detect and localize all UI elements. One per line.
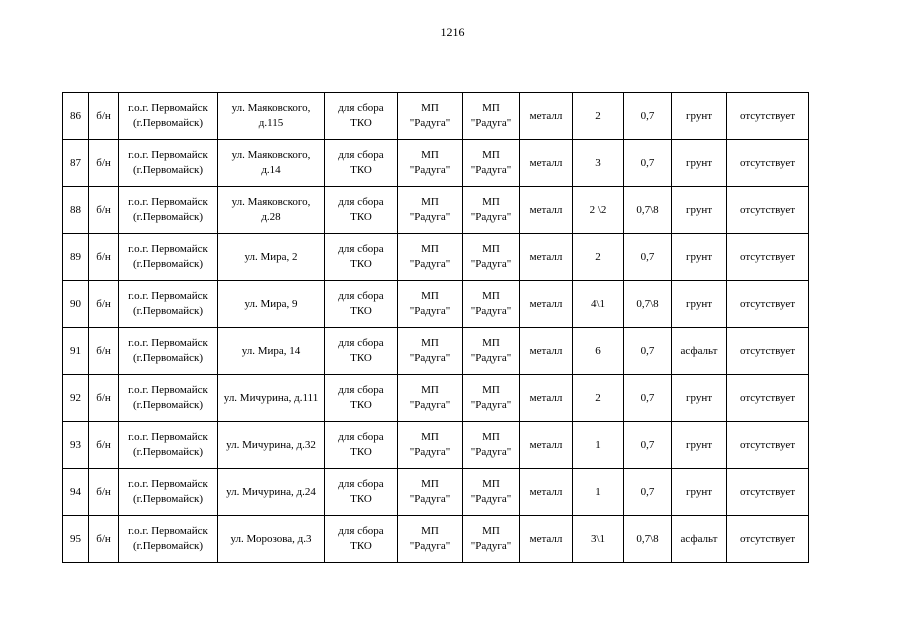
address-cell	[218, 234, 325, 281]
address-cell-line: ул. Мира, 14	[241, 344, 301, 357]
container-volume-cell: 0,7	[624, 375, 672, 422]
fence-cell: отсутствует	[727, 516, 809, 563]
address-cell	[218, 516, 325, 563]
owner-cell	[398, 93, 463, 140]
container-count-cell: 4\1	[573, 281, 624, 328]
municipality-cell	[119, 281, 218, 328]
code-cell: б/н	[89, 422, 119, 469]
owner-cell-line: МП	[421, 337, 439, 349]
material-cell: металл	[520, 375, 573, 422]
operator-cell	[463, 422, 520, 469]
operator-cell-line: "Радуга"	[470, 117, 512, 129]
municipality-cell-line: (г.Первомайск)	[133, 446, 203, 458]
owner-cell	[398, 516, 463, 563]
operator-cell-line: МП	[482, 478, 500, 490]
operator-cell-line: МП	[482, 384, 500, 396]
owner-cell-line: МП	[421, 102, 439, 114]
purpose-cell-line: для сбора	[338, 431, 384, 443]
owner-cell	[398, 234, 463, 281]
table-row	[63, 422, 809, 469]
container-volume-cell: 0,7	[624, 234, 672, 281]
container-volume-cell: 0,7\8	[624, 187, 672, 234]
purpose-cell-line: для сбора	[338, 290, 384, 302]
municipality-cell	[119, 375, 218, 422]
code-cell: б/н	[89, 234, 119, 281]
address-cell-line: д.28	[261, 211, 281, 223]
container-count-cell: 2	[573, 234, 624, 281]
municipality-cell-line: г.о.г. Первомайск	[128, 290, 208, 302]
municipality-cell	[119, 93, 218, 140]
table-row	[63, 281, 809, 328]
address-cell-line: ул. Мира, 2	[244, 250, 298, 263]
purpose-cell-line: ТКО	[350, 117, 372, 129]
waste-sites-table	[62, 92, 809, 563]
material-cell: металл	[520, 281, 573, 328]
municipality-cell-line: (г.Первомайск)	[133, 352, 203, 364]
row-number-cell: 93	[63, 422, 89, 469]
owner-cell	[398, 328, 463, 375]
page-number: 1216	[440, 25, 465, 39]
municipality-cell-line: г.о.г. Первомайск	[128, 243, 208, 255]
container-volume-cell: 0,7	[624, 93, 672, 140]
operator-cell-line: "Радуга"	[470, 352, 512, 364]
material-cell: металл	[520, 93, 573, 140]
row-number-cell: 89	[63, 234, 89, 281]
owner-cell-line: "Радуга"	[409, 305, 451, 317]
owner-cell-line: "Радуга"	[409, 446, 451, 458]
operator-cell	[463, 234, 520, 281]
fence-cell: отсутствует	[727, 375, 809, 422]
code-cell: б/н	[89, 516, 119, 563]
fence-cell: отсутствует	[727, 422, 809, 469]
municipality-cell-line: (г.Первомайск)	[133, 211, 203, 223]
table-row	[63, 234, 809, 281]
operator-cell-line: МП	[482, 525, 500, 537]
purpose-cell-line: ТКО	[350, 305, 372, 317]
address-cell-line: ул. Морозова, д.3	[230, 532, 312, 545]
owner-cell-line: МП	[421, 290, 439, 302]
row-number-cell: 90	[63, 281, 89, 328]
operator-cell	[463, 516, 520, 563]
address-cell-line: ул. Мичурина, д.111	[223, 391, 319, 404]
municipality-cell-line: г.о.г. Первомайск	[128, 478, 208, 490]
municipality-cell-line: (г.Первомайск)	[133, 493, 203, 505]
container-count-cell: 3\1	[573, 516, 624, 563]
table-row	[63, 328, 809, 375]
purpose-cell	[325, 140, 398, 187]
operator-cell-line: МП	[482, 290, 500, 302]
owner-cell-line: "Радуга"	[409, 258, 451, 270]
code-cell: б/н	[89, 469, 119, 516]
operator-cell-line: "Радуга"	[470, 446, 512, 458]
purpose-cell	[325, 469, 398, 516]
municipality-cell	[119, 469, 218, 516]
surface-cell: грунт	[672, 422, 727, 469]
fence-cell: отсутствует	[727, 328, 809, 375]
operator-cell	[463, 93, 520, 140]
code-cell: б/н	[89, 187, 119, 234]
code-cell: б/н	[89, 93, 119, 140]
owner-cell	[398, 187, 463, 234]
code-cell: б/н	[89, 281, 119, 328]
row-number-cell: 95	[63, 516, 89, 563]
purpose-cell-line: для сбора	[338, 196, 384, 208]
operator-cell	[463, 187, 520, 234]
surface-cell: асфальт	[672, 516, 727, 563]
municipality-cell-line: г.о.г. Первомайск	[128, 384, 208, 396]
container-count-cell: 2	[573, 93, 624, 140]
purpose-cell	[325, 234, 398, 281]
purpose-cell	[325, 93, 398, 140]
owner-cell-line: "Радуга"	[409, 164, 451, 176]
address-cell	[218, 93, 325, 140]
municipality-cell-line: г.о.г. Первомайск	[128, 337, 208, 349]
municipality-cell	[119, 140, 218, 187]
address-cell-line: ул. Маяковского,	[231, 102, 311, 114]
owner-cell-line: МП	[421, 431, 439, 443]
material-cell: металл	[520, 187, 573, 234]
table-row	[63, 516, 809, 563]
container-count-cell: 6	[573, 328, 624, 375]
surface-cell: грунт	[672, 93, 727, 140]
operator-cell-line: "Радуга"	[470, 399, 512, 411]
municipality-cell-line: (г.Первомайск)	[133, 258, 203, 270]
municipality-cell-line: г.о.г. Первомайск	[128, 102, 208, 114]
purpose-cell-line: для сбора	[338, 478, 384, 490]
address-cell-line: ул. Маяковского,	[231, 149, 311, 161]
row-number-cell: 92	[63, 375, 89, 422]
purpose-cell-line: ТКО	[350, 493, 372, 505]
address-cell	[218, 422, 325, 469]
owner-cell-line: МП	[421, 384, 439, 396]
material-cell: металл	[520, 422, 573, 469]
surface-cell: грунт	[672, 140, 727, 187]
owner-cell	[398, 422, 463, 469]
material-cell: металл	[520, 140, 573, 187]
municipality-cell-line: г.о.г. Первомайск	[128, 525, 208, 537]
container-volume-cell: 0,7\8	[624, 281, 672, 328]
municipality-cell-line: (г.Первомайск)	[133, 540, 203, 552]
purpose-cell	[325, 422, 398, 469]
material-cell: металл	[520, 234, 573, 281]
row-number-cell: 87	[63, 140, 89, 187]
purpose-cell-line: для сбора	[338, 102, 384, 114]
operator-cell-line: "Радуга"	[470, 211, 512, 223]
address-cell-line: д.14	[261, 164, 281, 176]
fence-cell: отсутствует	[727, 187, 809, 234]
owner-cell	[398, 281, 463, 328]
container-volume-cell: 0,7	[624, 328, 672, 375]
row-number-cell: 94	[63, 469, 89, 516]
fence-cell: отсутствует	[727, 140, 809, 187]
operator-cell-line: МП	[482, 196, 500, 208]
owner-cell-line: "Радуга"	[409, 493, 451, 505]
container-count-cell: 2	[573, 375, 624, 422]
purpose-cell-line: ТКО	[350, 540, 372, 552]
container-count-cell: 1	[573, 422, 624, 469]
purpose-cell-line: для сбора	[338, 525, 384, 537]
row-number-cell: 86	[63, 93, 89, 140]
surface-cell: грунт	[672, 187, 727, 234]
surface-cell: асфальт	[672, 328, 727, 375]
owner-cell-line: "Радуга"	[409, 352, 451, 364]
purpose-cell-line: ТКО	[350, 399, 372, 411]
container-volume-cell: 0,7	[624, 140, 672, 187]
code-cell: б/н	[89, 328, 119, 375]
fence-cell: отсутствует	[727, 93, 809, 140]
table-body	[63, 93, 809, 563]
municipality-cell-line: г.о.г. Первомайск	[128, 196, 208, 208]
purpose-cell	[325, 281, 398, 328]
municipality-cell	[119, 422, 218, 469]
purpose-cell-line: ТКО	[350, 211, 372, 223]
fence-cell: отсутствует	[727, 234, 809, 281]
purpose-cell-line: ТКО	[350, 352, 372, 364]
operator-cell	[463, 281, 520, 328]
table-row	[63, 187, 809, 234]
address-cell	[218, 375, 325, 422]
owner-cell	[398, 469, 463, 516]
surface-cell: грунт	[672, 375, 727, 422]
table-row	[63, 375, 809, 422]
container-volume-cell: 0,7	[624, 422, 672, 469]
address-cell	[218, 140, 325, 187]
purpose-cell	[325, 375, 398, 422]
purpose-cell	[325, 328, 398, 375]
purpose-cell-line: ТКО	[350, 446, 372, 458]
fence-cell: отсутствует	[727, 281, 809, 328]
address-cell	[218, 187, 325, 234]
table-row	[63, 93, 809, 140]
purpose-cell-line: для сбора	[338, 384, 384, 396]
municipality-cell	[119, 328, 218, 375]
owner-cell-line: "Радуга"	[409, 211, 451, 223]
operator-cell	[463, 375, 520, 422]
purpose-cell-line: ТКО	[350, 258, 372, 270]
operator-cell-line: "Радуга"	[470, 164, 512, 176]
operator-cell	[463, 328, 520, 375]
address-cell	[218, 281, 325, 328]
surface-cell: грунт	[672, 281, 727, 328]
purpose-cell-line: для сбора	[338, 243, 384, 255]
address-cell	[218, 469, 325, 516]
municipality-cell-line: (г.Первомайск)	[133, 117, 203, 129]
owner-cell-line: "Радуга"	[409, 117, 451, 129]
code-cell: б/н	[89, 140, 119, 187]
operator-cell-line: "Радуга"	[470, 305, 512, 317]
purpose-cell	[325, 516, 398, 563]
operator-cell-line: МП	[482, 431, 500, 443]
municipality-cell	[119, 234, 218, 281]
owner-cell-line: МП	[421, 149, 439, 161]
container-volume-cell: 0,7	[624, 469, 672, 516]
container-count-cell: 2 \2	[573, 187, 624, 234]
owner-cell-line: МП	[421, 196, 439, 208]
owner-cell-line: МП	[421, 243, 439, 255]
owner-cell-line: "Радуга"	[409, 540, 451, 552]
address-cell-line: ул. Мичурина, д.32	[226, 438, 316, 451]
container-volume-cell: 0,7\8	[624, 516, 672, 563]
material-cell: металл	[520, 469, 573, 516]
operator-cell-line: МП	[482, 149, 500, 161]
owner-cell	[398, 375, 463, 422]
address-cell-line: ул. Мира, 9	[244, 297, 298, 310]
operator-cell-line: МП	[482, 102, 500, 114]
operator-cell-line: МП	[482, 337, 500, 349]
material-cell: металл	[520, 328, 573, 375]
material-cell: металл	[520, 516, 573, 563]
owner-cell-line: МП	[421, 478, 439, 490]
operator-cell	[463, 469, 520, 516]
operator-cell-line: "Радуга"	[470, 493, 512, 505]
owner-cell-line: "Радуга"	[409, 399, 451, 411]
address-cell	[218, 328, 325, 375]
operator-cell-line: "Радуга"	[470, 258, 512, 270]
container-count-cell: 3	[573, 140, 624, 187]
row-number-cell: 91	[63, 328, 89, 375]
purpose-cell	[325, 187, 398, 234]
address-cell-line: ул. Маяковского,	[231, 196, 311, 208]
row-number-cell: 88	[63, 187, 89, 234]
purpose-cell-line: ТКО	[350, 164, 372, 176]
owner-cell	[398, 140, 463, 187]
municipality-cell-line: г.о.г. Первомайск	[128, 431, 208, 443]
fence-cell: отсутствует	[727, 469, 809, 516]
surface-cell: грунт	[672, 234, 727, 281]
address-cell-line: ул. Мичурина, д.24	[226, 485, 316, 498]
code-cell: б/н	[89, 375, 119, 422]
table-row	[63, 469, 809, 516]
operator-cell-line: "Радуга"	[470, 540, 512, 552]
purpose-cell-line: для сбора	[338, 149, 384, 161]
municipality-cell-line: (г.Первомайск)	[133, 305, 203, 317]
purpose-cell-line: для сбора	[338, 337, 384, 349]
municipality-cell	[119, 516, 218, 563]
operator-cell-line: МП	[482, 243, 500, 255]
municipality-cell-line: (г.Первомайск)	[133, 399, 203, 411]
container-count-cell: 1	[573, 469, 624, 516]
surface-cell: грунт	[672, 469, 727, 516]
municipality-cell-line: г.о.г. Первомайск	[128, 149, 208, 161]
municipality-cell-line: (г.Первомайск)	[133, 164, 203, 176]
municipality-cell	[119, 187, 218, 234]
address-cell-line: д.115	[258, 117, 284, 129]
table-row	[63, 140, 809, 187]
owner-cell-line: МП	[421, 525, 439, 537]
operator-cell	[463, 140, 520, 187]
